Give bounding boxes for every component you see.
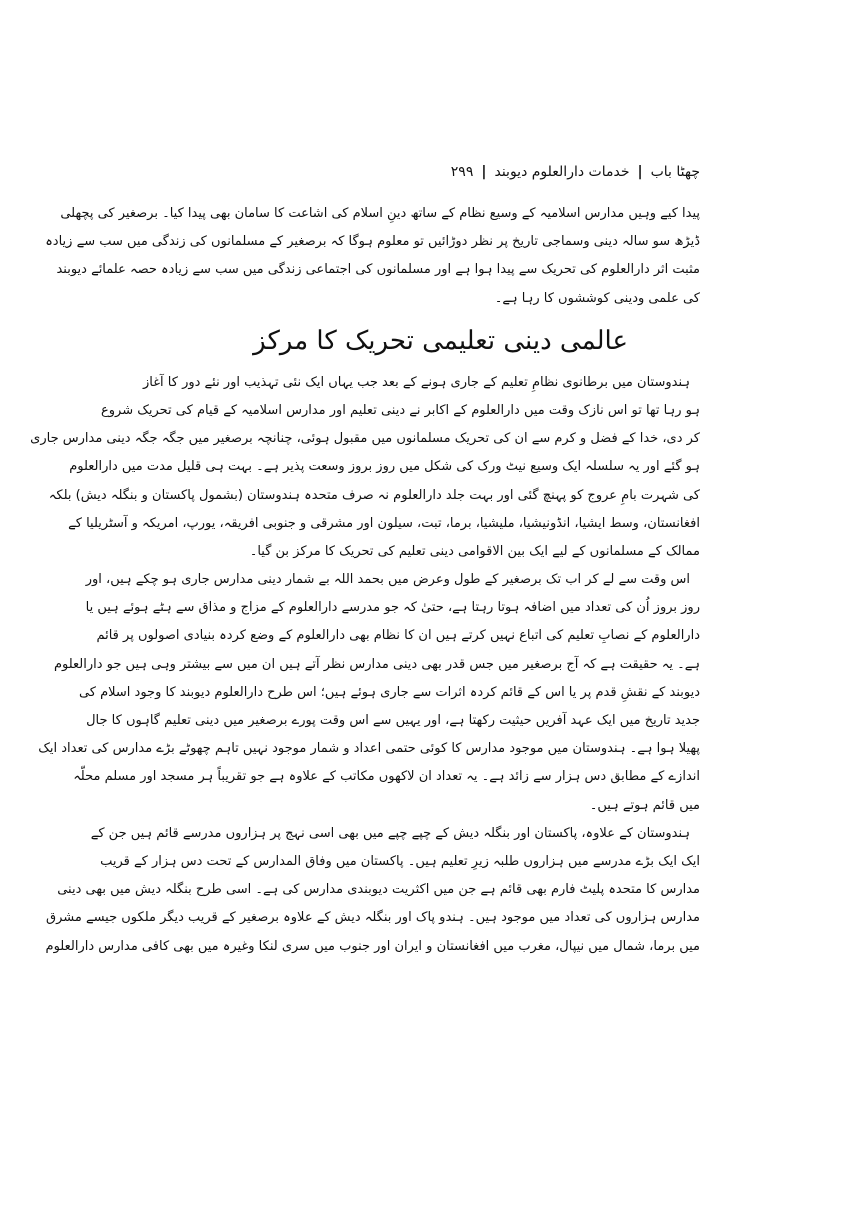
text-line: ہو رہا تھا تو اس نازک وقت میں دارالعلوم کے اکابر نے دینی تعلیم اور مدارس اسلامیہ کے قیام کی تحریک شروع <box>101 402 700 418</box>
text-line: ہندوستان کے علاوہ، پاکستان اور بنگلہ دیش کے چپے چپے میں بھی اسی نہج پر ہزاروں مدرسے قائم ہیں جن کے <box>90 825 690 841</box>
text-line: اس وقت سے لے کر اب تک برصغیر کے طول وعرض میں بحمد اللہ بے شمار دینی مدارس جاری ہو چکے ہیں، اور <box>85 572 690 588</box>
section-label: خدمات دارالعلوم دیوبند <box>494 164 630 180</box>
text-line: ڈیڑھ سو سالہ دینی وسماجی تاریخ پر نظر دوڑائیں تو معلوم ہوگا کہ برصغیر کے مسلمانوں کی زندگی میں سب سے زیادہ <box>45 234 700 250</box>
running-header <box>168 158 700 186</box>
text-line: اندازے کے مطابق دس ہزار سے زائد ہے۔ یہ تعداد ان لاکھوں مکاتب کے علاوہ ہے جو تقریباً ہر مسجد اور مسلم محلّہ <box>73 769 700 785</box>
text-line: روز بروز اُن کی تعداد میں اضافہ ہوتا رہتا ہے، حتیٰ کہ جو مدرسے دارالعلوم کے مزاج و مذاق سے ہٹے ہوئے ہیں یا <box>85 600 700 616</box>
text-line: جدید تاریخ میں ایک عہد آفریں حیثیت رکھتا ہے، اور یہیں سے اس وقت پورے برصغیر میں دینی تعلیم گاہوں کا جال <box>86 713 700 728</box>
paragraph-1 <box>30 369 700 566</box>
text-line: کی علمی ودینی کوششوں کا رہا ہے۔ <box>494 290 700 306</box>
text-line: افغانستان، وسط ایشیا، انڈونیشیا، ملیشیا، برما، تبت، سیلون اور مشرقی و جنوبی افریقہ، یورپ، امریکہ و آسٹریلیا کے <box>68 515 700 531</box>
text-line: کر دی، خدا کے فضل و کرم سے ان کی تحریک مسلمانوں میں مقبول ہوئی، چنانچہ برصغیر میں جگہ جگہ دینی مدارس جاری <box>30 431 700 447</box>
text-line: ممالک کے مسلمانوں کے لیے ایک بین الاقوامی دینی تعلیم کی تحریک کا مرکز بن گیا۔ <box>249 543 700 559</box>
text-line: مثبت اثر دارالعلوم کی تحریک سے پیدا ہوا ہے اور مسلمانوں کی اجتماعی زندگی میں سب سے زیادہ حصہ علمائے دیوبند <box>56 262 700 278</box>
paragraph-2 <box>38 566 700 820</box>
text-line: دیوبند کے نقشِ قدم پر یا اس کے قائم کردہ اثرات سے جاری ہوئے ہیں؛ اس طرح دارالعلوم دیوبند کا وجود اسلام کی <box>78 684 700 700</box>
text-line: میں قائم ہوتے ہیں۔ <box>589 797 700 813</box>
text-line: ہو گئے اور یہ سلسلہ ایک وسیع نیٹ ورک کی شکل میں روز بروز وسعت پذیر ہے۔ بہت ہی قلیل مدت میں دارالعلوم <box>69 459 700 475</box>
text-line: دارالعلوم کے نصابِ تعلیم کی اتباع نہیں کرتے ہیں ان کا نظام بھی دارالعلوم کے وضع کردہ بنیادی اصولوں پر قائم <box>96 628 700 644</box>
section-heading: عالمی دینی تعلیمی تحریک کا مرکز <box>253 325 628 356</box>
text-line: مدارس ہزاروں کی تعداد میں موجود ہیں۔ ہندو پاک اور بنگلہ دیش کے علاوہ برصغیر کے قریب دیگر ملکوں جیسے مشرق <box>46 910 700 926</box>
text-line: میں برما، شمال میں نیپال، مغرب میں افغانستان و ایران اور جنوب میں سری لنکا وغیرہ میں بھی کافی مدارس دارالعلوم <box>45 938 700 954</box>
paragraph-3 <box>45 820 700 961</box>
chapter-label: چھٹا باب <box>650 164 700 180</box>
text-line: مدارس کا متحدہ پلیٹ فارم بھی قائم ہے جن میں اکثریت دیوبندی مدارس کی ہے۔ اسی طرح بنگلہ دیش میں بھی دینی <box>57 882 700 898</box>
text-line: ایک ایک بڑے مدرسے میں ہزاروں طلبہ زیرِ تعلیم ہیں۔ پاکستان میں وفاق المدارس کے تحت دس ہزار کے قریب <box>100 853 700 869</box>
text-line: ہے۔ یہ حقیقت ہے کہ آج برصغیر میں جس قدر بھی دینی مدارس نظر آتے ہیں ان میں سے بیشتر وہی ہیں جو دارالعلوم <box>53 656 700 672</box>
page-number: ۲۹۹ <box>450 164 474 180</box>
text-line: پھیلا ہوا ہے۔ ہندوستان میں موجود مدارس کا کوئی حتمی اعداد و شمار موجود نہیں تاہم چھوٹے بڑے مدارس کی تعداد ایک <box>38 741 700 757</box>
text-line: کی شہرت بامِ عروج کو پہنچ گئی اور بہت جلد دارالعلوم نہ صرف متحدہ ہندوستان (بشمول پاکستان و بنگلہ دیش) بلکہ <box>48 487 700 503</box>
header-separator: | <box>481 164 487 180</box>
intro-paragraph <box>45 200 700 313</box>
header-separator: | <box>637 164 643 180</box>
page-body <box>30 200 700 961</box>
text-line: پیدا کیے وہیں مدارس اسلامیہ کے وسیع نظام کے ساتھ دینِ اسلام کی اشاعت کا سامان بھی پیدا کیا۔ برصغیر کی پچھلی <box>60 206 700 221</box>
text-line: ہندوستان میں برطانوی نظامِ تعلیم کے جاری ہونے کے بعد جب یہاں ایک نئی تہذیب اور نئے دور کا آغاز <box>143 374 690 390</box>
